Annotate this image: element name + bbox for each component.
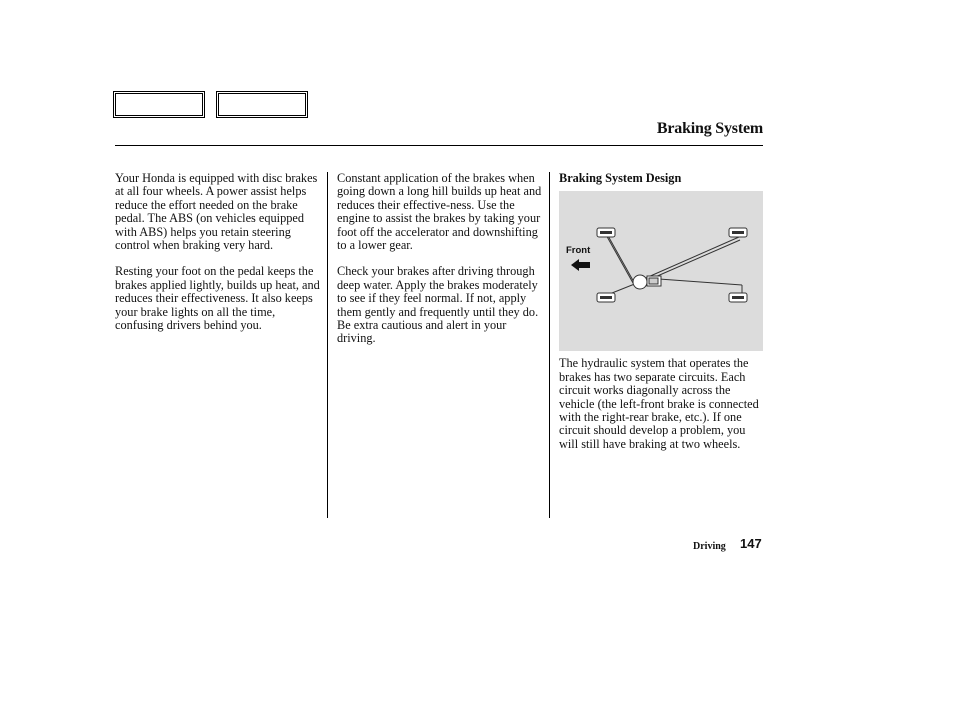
page-title: Braking System (656, 120, 763, 137)
paragraph-resting-foot: Resting your foot on the pedal keeps the brakes applied lightly, builds up heat, and reduces their effectiveness. It also keeps your brake lights on all the time, confusing drivers behind you. (115, 264, 320, 333)
paragraph-deep-water: Check your brakes after driving through deep water. Apply the brakes moderately to see if they feel normal. If not, apply them gently and frequently until they do. Be extra cautious and alert in your driving. (337, 264, 539, 346)
front-label: Front (566, 245, 591, 257)
page-number: 147 (740, 536, 762, 551)
left-arrow-icon (571, 259, 590, 271)
paragraph-long-hill: Constant application of the brakes when going down a long hill builds up heat and reduces their effective-ness. Use the engine to assist the brakes by taking your foot off the accelerator and downshifting to a lower gear. (337, 171, 542, 253)
braking-system-diagram (559, 191, 763, 351)
header-rule (115, 145, 763, 146)
column-3 (559, 172, 765, 464)
paragraph-disc-brakes: Your Honda is equipped with disc brakes at all four wheels. A power assist helps reduce the effort needed on the brake pedal. The ABS (on vehicles equipped with ABS) helps you retain steering control when braking very hard. (115, 171, 318, 253)
nav-next-button[interactable] (216, 91, 308, 118)
section-name: Driving (693, 541, 726, 552)
column-divider-2 (549, 172, 550, 518)
column-divider-1 (327, 172, 328, 518)
figure-heading: Braking System Design (559, 171, 682, 185)
brake-circuit-illustration (559, 191, 763, 351)
paragraph-hydraulic-system: The hydraulic system that operates the brakes has two separate circuits. Each circuit works diagonally across the vehicle (the left-front brake is connected with the right-rear brake, etc.). If one circuit should develop a problem, you will still have braking at two wheels. (559, 356, 759, 451)
column-2 (337, 172, 545, 359)
nav-prev-button[interactable] (113, 91, 205, 118)
column-1 (115, 172, 325, 345)
